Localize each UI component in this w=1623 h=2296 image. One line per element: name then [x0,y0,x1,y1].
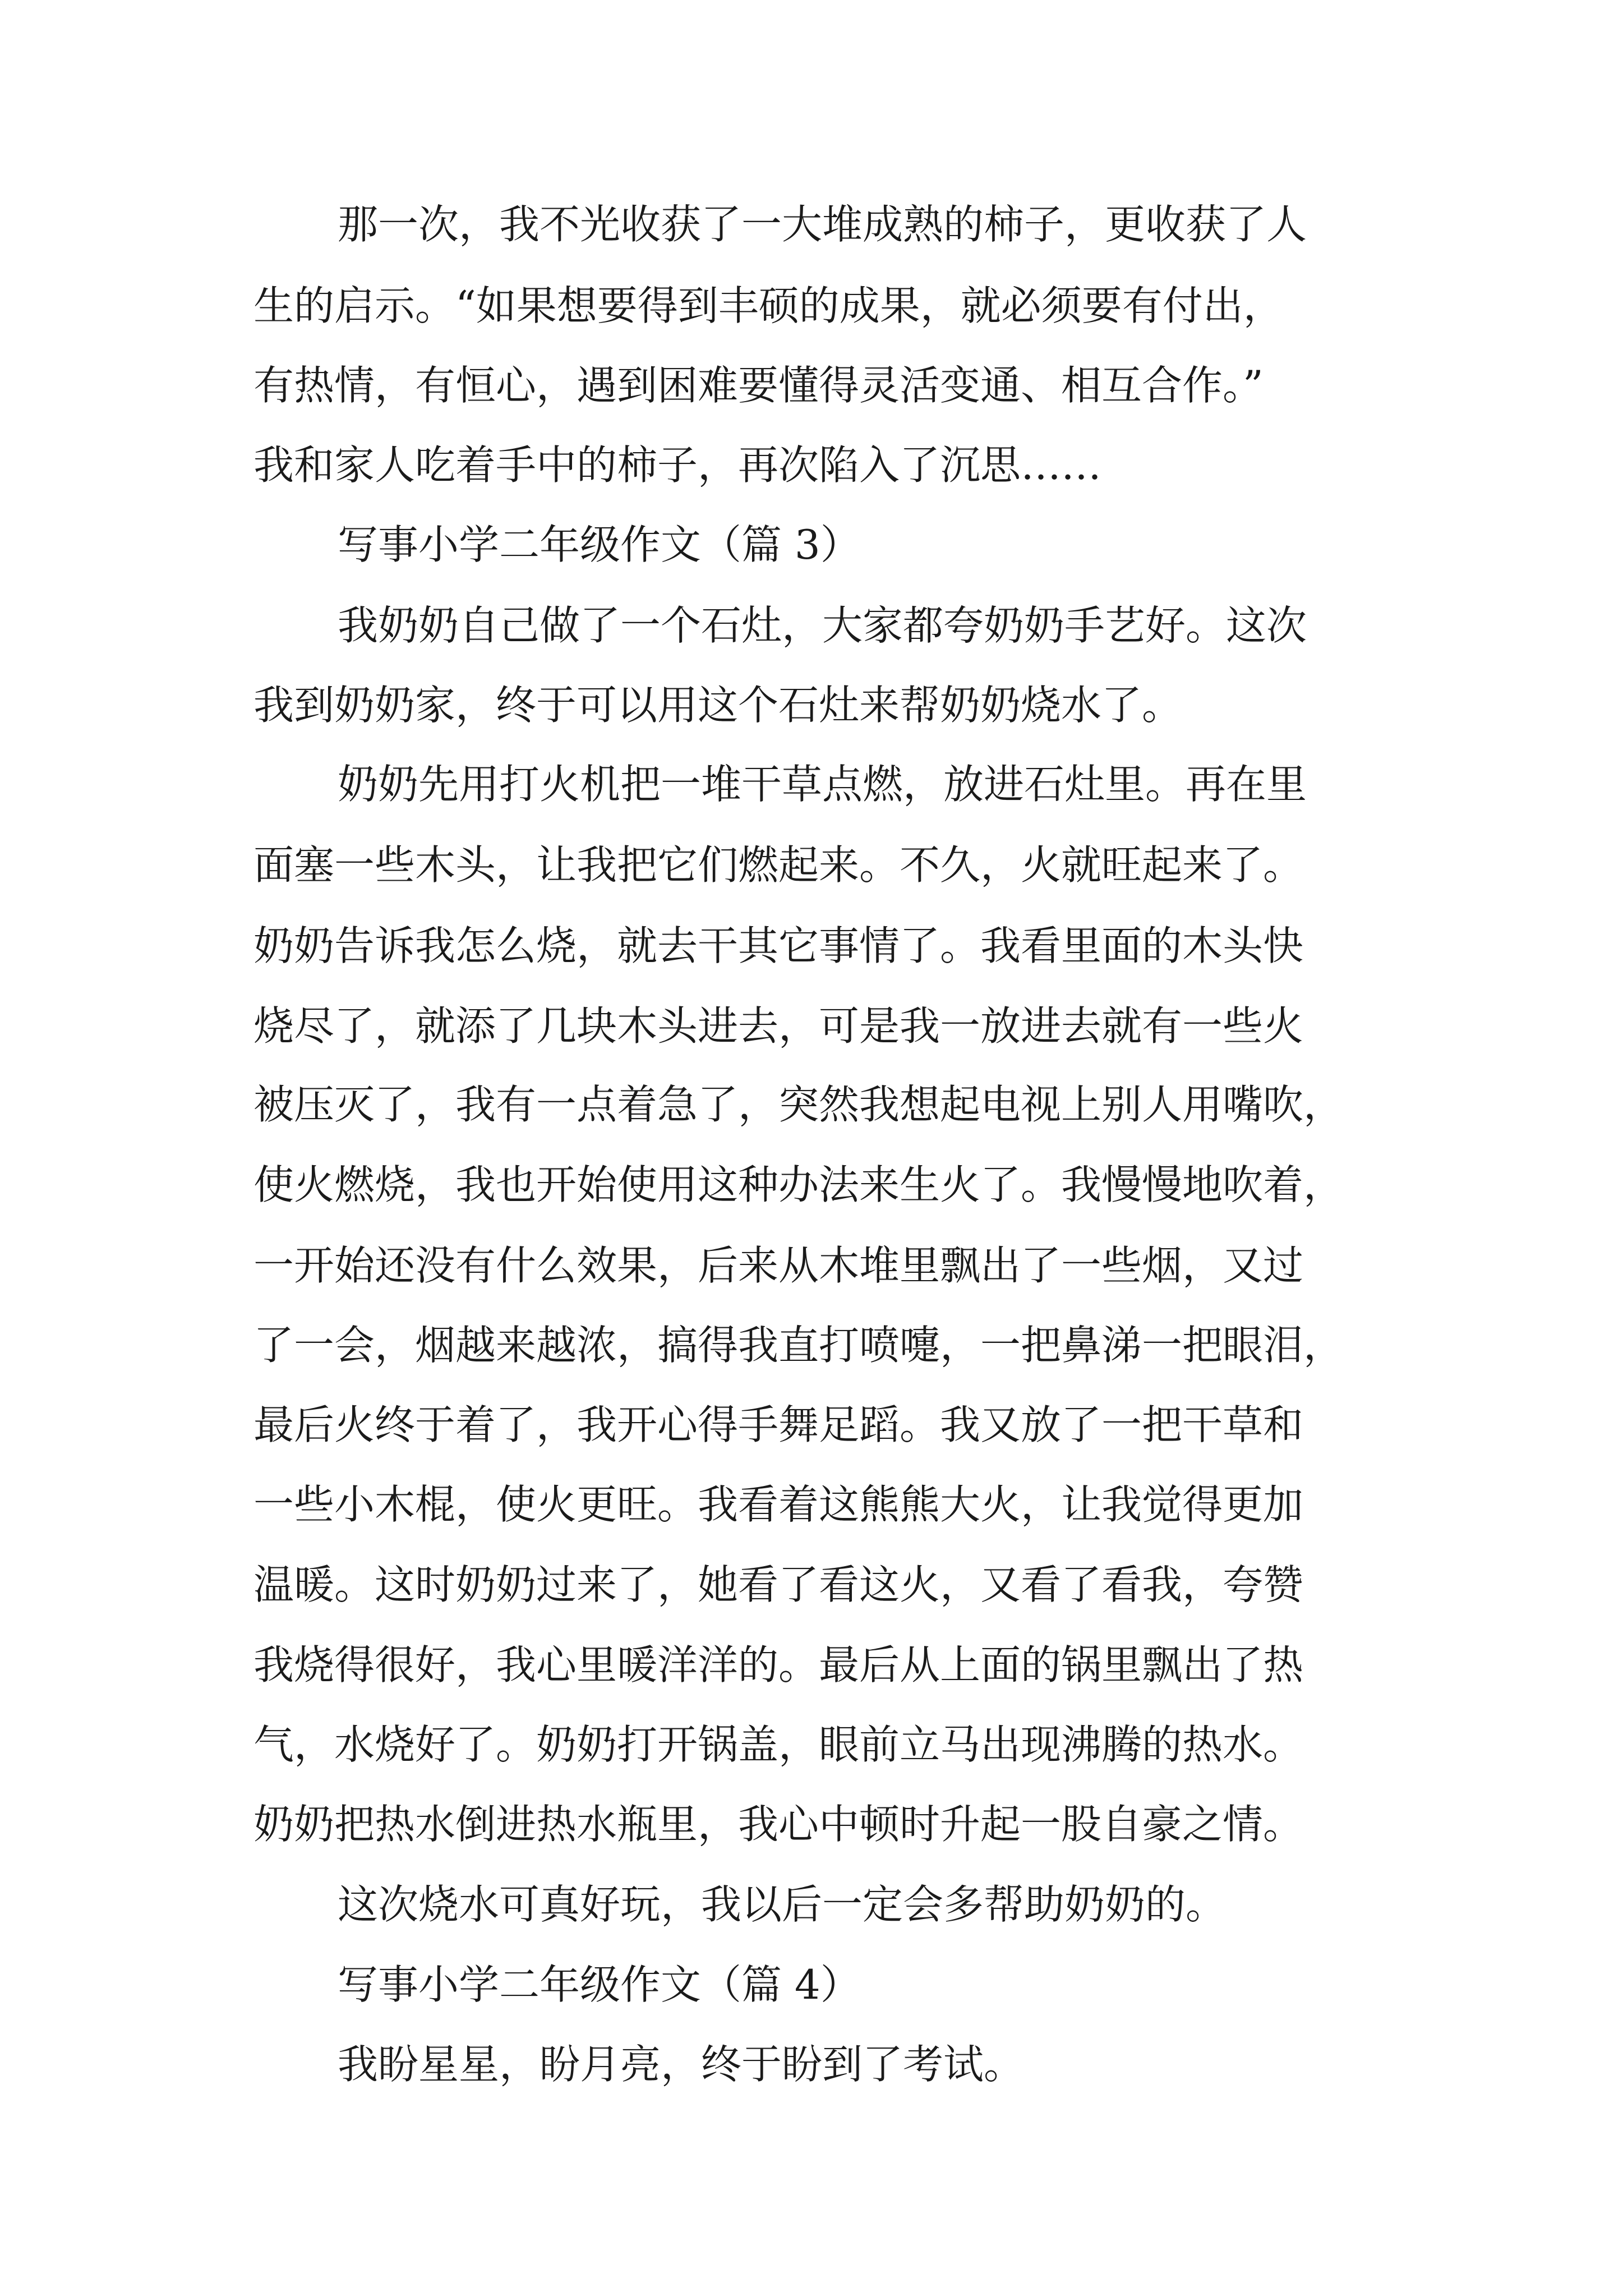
text-line-content: 烧尽了，就添了几块木头进去，可是我一放进去就有一些火 [253,1002,1304,1050]
text-line-content: 我奶奶自己做了一个石灶，大家都夸奶奶手艺好。这次 [338,602,1307,649]
text-line-content: 那一次，我不光收获了一大堆成熟的柿子，更收获了人 [338,201,1307,248]
text-line [0,437,1623,493]
text-line-content: 奶奶把热水倒进热水瓶里，我心中顿时升起一股自豪之情。 [253,1801,1304,1848]
text-line [0,2036,1623,2092]
text-line-content: 这次烧水可真好玩，我以后一定会多帮助奶奶的。 [338,1881,1227,1928]
text-line [0,1876,1623,1932]
text-line [0,357,1623,413]
text-line [0,1157,1623,1213]
text-line-content: 生的启示。“如果想要得到丰硕的成果，就必须要有付出， [253,282,1284,329]
text-line [0,1796,1623,1852]
text-line [0,1717,1623,1773]
section-heading-text: 写事小学二年级作文（篇 3） [338,521,861,568]
text-line-content: 使火燃烧，我也开始使用这种办法来生火了。我慢慢地吹着， [253,1161,1344,1208]
text-line-content: 温暖。这时奶奶过来了，她看了看这火，又看了看我，夸赞 [253,1561,1304,1608]
text-line-content: 被压灭了，我有一点着急了，突然我想起电视上别人用嘴吹， [253,1081,1344,1128]
text-line [0,756,1623,812]
text-line-content: 最后火终于着了，我开心得手舞足蹈。我又放了一把干草和 [253,1401,1304,1448]
text-line-content: 我到奶奶家，终于可以用这个石灶来帮奶奶烧水了。 [253,682,1183,729]
text-line [0,1317,1623,1373]
text-line [0,837,1623,893]
section-heading [0,1957,1623,2013]
text-line [0,918,1623,974]
text-line [0,1476,1623,1533]
text-line [0,196,1623,252]
section-heading [0,517,1623,573]
text-line-content: 面塞一些木头，让我把它们燃起来。不久，火就旺起来了。 [253,841,1304,889]
text-line-content: 我盼星星，盼月亮，终于盼到了考试。 [338,2041,1025,2088]
text-line [0,1397,1623,1453]
text-line-content: 我烧得很好，我心里暖洋洋的。最后从上面的锅里飘出了热 [253,1641,1304,1688]
text-line-content: 一些小木棍，使火更旺。我看着这熊熊大火，让我觉得更加 [253,1481,1304,1528]
text-line-content: 了一会，烟越来越浓，搞得我直打喷嚏，一把鼻涕一把眼泪， [253,1322,1344,1369]
text-line-content: 有热情，有恒心，遇到困难要懂得灵活变通、相互合作。” [253,362,1264,409]
text-line [0,1557,1623,1613]
text-line [0,677,1623,733]
text-line [0,278,1623,334]
text-line-content: 一开始还没有什么效果，后来从木堆里飘出了一些烟，又过 [253,1242,1304,1289]
text-line-content: 气，水烧好了。奶奶打开锅盖，眼前立马出现沸腾的热水。 [253,1721,1304,1768]
text-line [0,1637,1623,1693]
text-line-content: 我和家人吃着手中的柿子，再次陷入了沉思…… [253,441,1102,489]
text-line [0,1076,1623,1133]
text-line [0,998,1623,1054]
text-line-content: 奶奶告诉我怎么烧，就去干其它事情了。我看里面的木头快 [253,922,1304,969]
text-line-content: 奶奶先用打火机把一堆干草点燃，放进石灶里。再在里 [338,761,1307,808]
text-line [0,597,1623,654]
section-heading-text: 写事小学二年级作文（篇 4） [338,1961,861,2008]
text-line [0,1237,1623,1294]
